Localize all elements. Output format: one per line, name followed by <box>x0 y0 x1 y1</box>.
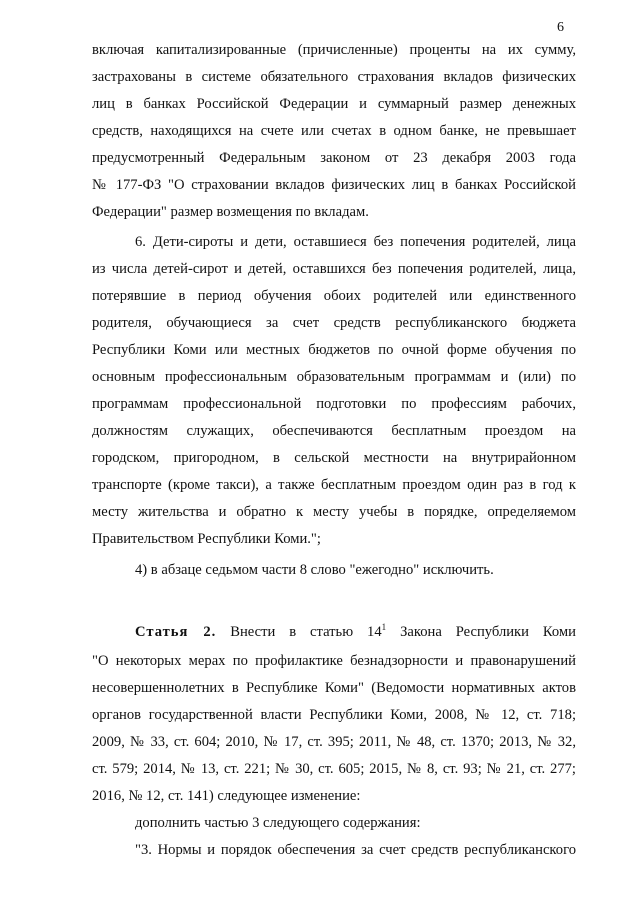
text-line: несовершеннолетних в Республике Коми" (Ведомости нормативных актов <box>92 680 576 696</box>
text-line: средств, находящихся на счете или счетах в одном банке, не превышает <box>92 123 576 139</box>
text-line: программам профессиональной подготовки по профессиям рабочих, <box>92 396 576 412</box>
text-line: лиц в банках Российской Федерации и суммарный размер денежных <box>92 96 576 112</box>
text-line: 4) в абзаце седьмом части 8 слово "ежегодно" исключить. <box>135 562 494 578</box>
text-line: "3. Нормы и порядок обеспечения за счет средств республиканского <box>135 842 576 858</box>
article-label: Статья 2. <box>135 624 217 640</box>
text-line: должностям служащих, обеспечиваются бесплатным проездом на <box>92 423 576 439</box>
text-line: Федерации" размер возмещения по вкладам. <box>92 204 369 220</box>
text-line: Правительством Республики Коми."; <box>92 531 321 547</box>
text-line: месту жительства и обратно к месту учебы в порядке, определяемом <box>92 504 576 520</box>
text-line: 2016, № 12, ст. 141) следующее изменение: <box>92 788 361 804</box>
article-heading-line <box>135 622 576 642</box>
text-line: городском, пригородном, в сельской местности на внутрирайонном <box>92 450 576 466</box>
text-line: ст. 579; 2014, № 13, ст. 221; № 30, ст. 605; 2015, № 8, ст. 93; № 21, ст. 277; <box>92 761 576 777</box>
article-intro-rest: Закона Республики Коми <box>400 624 576 640</box>
text-line: транспорте (кроме такси), а также бесплатным проездом один раз в год к <box>92 477 576 493</box>
text-line: 2009, № 33, ст. 604; 2010, № 17, ст. 395; 2011, № 48, ст. 1370; 2013, № 32, <box>92 734 576 750</box>
text-line: включая капитализированные (причисленные) проценты на их сумму, <box>92 42 576 58</box>
page-number: 6 <box>557 20 564 35</box>
text-line: дополнить частью 3 следующего содержания: <box>135 815 421 831</box>
article-superscript: 1 <box>381 622 387 633</box>
article-intro: Внести в статью 14 <box>230 624 382 640</box>
text-line: из числа детей-сирот и детей, оставшихся без попечения родителей, лица, <box>92 261 576 277</box>
text-line: родителя, обучающиеся за счет средств республиканского бюджета <box>92 315 576 331</box>
text-line: предусмотренный Федеральным законом от 23 декабря 2003 года <box>92 150 576 166</box>
text-line: Республики Коми или местных бюджетов по очной форме обучения по <box>92 342 576 358</box>
text-line: 6. Дети-сироты и дети, оставшиеся без попечения родителей, лица <box>135 234 576 250</box>
text-line: основным профессиональным образовательным программам и (или) по <box>92 369 576 385</box>
text-line: № 177-ФЗ "О страховании вкладов физических лиц в банках Российской <box>92 177 576 193</box>
text-line: застрахованы в системе обязательного страхования вкладов физических <box>92 69 576 85</box>
text-line: органов государственной власти Республики Коми, 2008, № 12, ст. 718; <box>92 707 576 723</box>
text-line: потерявшие в период обучения обоих родителей или единственного <box>92 288 576 304</box>
text-line: "О некоторых мерах по профилактике безнадзорности и правонарушений <box>92 653 576 669</box>
